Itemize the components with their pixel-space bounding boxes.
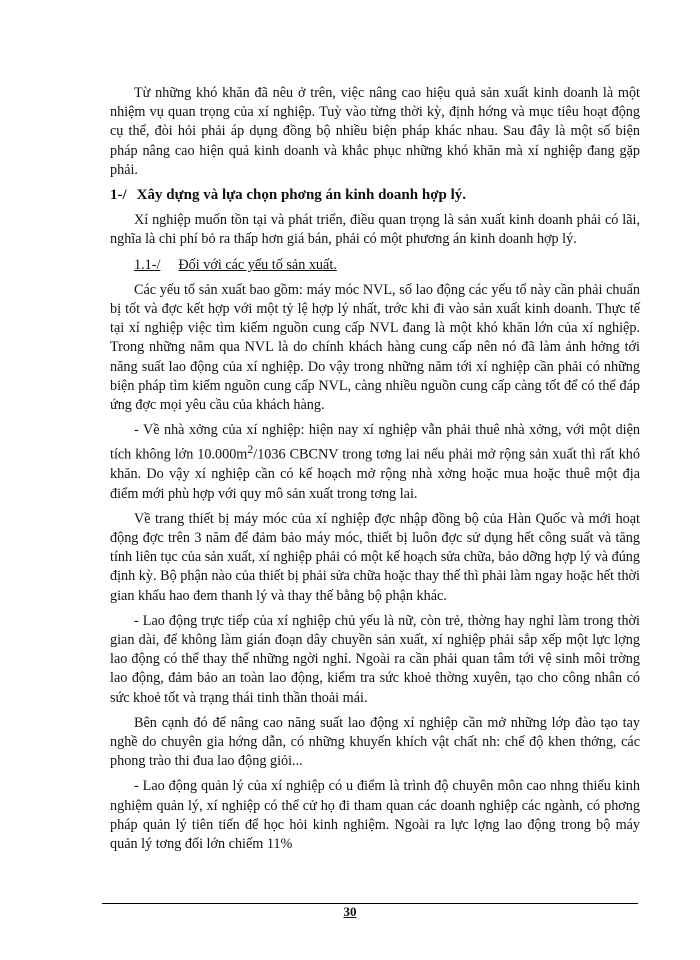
- section-heading: [110, 186, 640, 205]
- workshop-text-start: - Về nhà xởng của xí nghiệp: hiện nay xí nghiệp vẫn phải thuê nhà xởng, với một diện tích không lớn 10.000m: [110, 422, 640, 464]
- section-title: Xây dựng và lựa chọn phơng án kinh doanh hợp lý.: [136, 187, 467, 204]
- workshop-text-end: /1036 CBCNV trong tơng lai nếu phải mở rộng sản xuất thì rất khó khăn. Do vậy xí nghiệp cần có kế hoạch mở rộng nhà xởng hoặc mua hoặc thuê một địa điểm mới phù hợp với quy mô sản xuất trong tơng lai.: [110, 447, 640, 502]
- page-content: [110, 84, 640, 860]
- intro-paragraph: Từ những khó khăn đã nêu ở trên, việc nâng cao hiệu quả sản xuất kinh doanh là một nhiệm vụ quan trọng của xí nghiệp. Tuỳ vào từng thời kỳ, định hớng và mục tiêu hoạt động cụ thể, đòi hỏi phải áp dụng đồng bộ nhiều biện pháp khác nhau. Sau đây là một số biện pháp nâng cao hiện quả kinh doanh và khắc phục những khó khăn mà xí nghiệp đang gặp phải.: [110, 85, 640, 178]
- page-number: 30: [343, 904, 357, 919]
- section-number: 1-/: [110, 187, 127, 204]
- equipment-paragraph: Về trang thiết bị máy móc của xí nghiệp đợc nhập đồng bộ của Hàn Quốc và mới hoạt động đợc trên 3 năm để đảm bảo máy móc, thiết bị luôn đợc sử dụng hết công suất và tăng tính liên tục của sản xuất, xí nghiệp phải có một kế hoạch sửa chữa, bảo dỡng hợp lý và đúng định kỳ. Bộ phận nào của thiết bị phải sửa chữa hoặc thay thế thì phải làm ngay hoặc hết thời gian khấu hao đem thanh lý và thay thế bằng bộ phận khác.: [110, 510, 640, 604]
- workshop-paragraph: [110, 421, 640, 504]
- management-labor-paragraph: - Lao động quản lý của xí nghiệp có u điểm là trình độ chuyên môn cao nhng thiếu kinh nghiệm quản lý, xí nghiệp có thể cử họ đi tham quan các doanh nghiệp các ngành, có phơng pháp quản lý tiên tiến để học hỏi kinh nghiệm. Ngoài ra lực lợng lao động trong bộ máy quản lý tơng đối lớn chiếm 11%: [110, 778, 640, 853]
- production-factors-paragraph: Các yếu tố sản xuất bao gồm: máy móc NVL, số lao động các yếu tố này cần phải chuẩn bị tốt và đợc kết hợp với một tỷ lệ hợp lý nhất, trớc khi đi vào sản xuất kinh doanh. Thực tế tại xí nghiệp việc tìm kiếm nguồn cung cấp NVL đang là một khó khăn lớn của xí nghiệp. Trong những năm qua NVL là do chính khách hàng cung cấp nên nó đã làm ảnh hởng tới năng suất lao động của xí nghiệp. Do vậy trong những năm tới xí nghiệp cần phải có những biện pháp tìm kiếm nguồn cung cấp NVL, càng nhiều nguồn cung cấp càng tốt để có thể đáp ứng đợc mọi yêu cầu của khách hàng.: [110, 281, 640, 414]
- subsection-heading: [110, 256, 640, 275]
- section-paragraph: Xí nghiệp muốn tồn tại và phát triển, điều quan trọng là sản xuất kinh doanh phải có lãi, nghĩa là chi phí bỏ ra thấp hơn giá bán, phải có một phương án kinh doanh hợp lý.: [110, 212, 640, 248]
- training-paragraph: Bên cạnh đó để nâng cao năng suất lao động xí nghiệp cần mở những lớp đào tạo tay nghề do chuyên gia hớng dẫn, có những khuyến khích vật chất nh: chế độ khen thởng, các phong trào thi đua lao động giỏi...: [110, 714, 640, 770]
- superscript-2: 2: [247, 442, 254, 457]
- subsection-number: 1.1-/: [134, 256, 161, 273]
- direct-labor-paragraph: - Lao động trực tiếp của xí nghiệp chủ yếu là nữ, còn trẻ, thờng hay nghỉ làm trong thời gian dài, để không làm gián đoạn dây chuyền sản xuất, xí nghiệp phải sắp xếp một lực lợng lao động có thể thay thế những ngời nghỉ. Ngoài ra cần phải quan tâm tới vệ sinh môi trờng lao động, đảm bảo an toàn lao động, kiểm tra sức khoẻ thờng xuyên, tạo cho công nhân có sức khoẻ tốt và trạng thái tinh thần thoải mái.: [110, 612, 640, 706]
- subsection-title: Đối với các yếu tố sản xuất.: [178, 256, 337, 273]
